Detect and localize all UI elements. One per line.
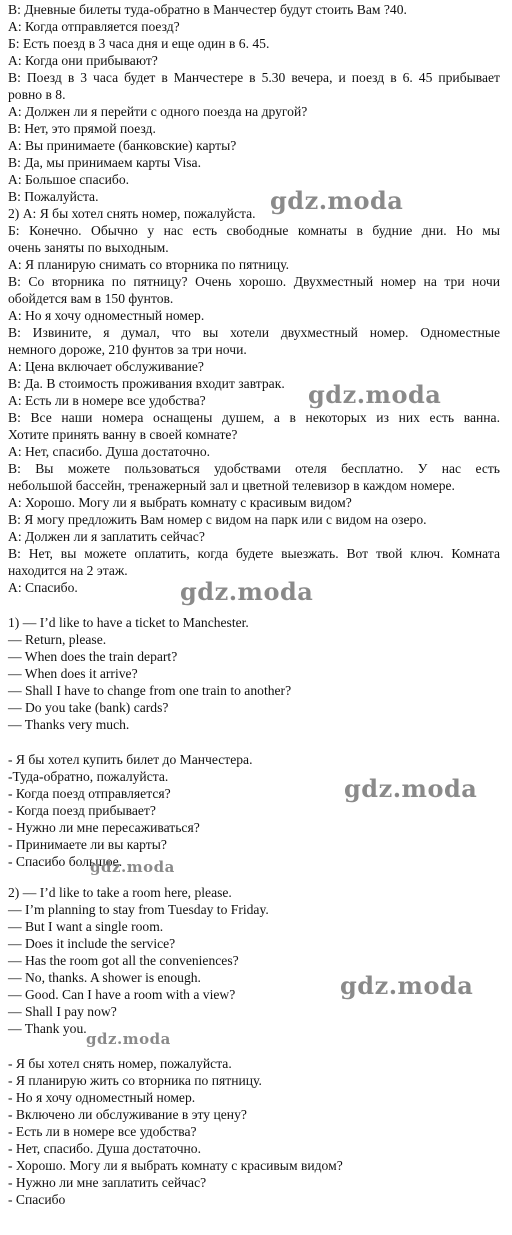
text-line: 1) — I’d like to have a ticket to Manchester. bbox=[8, 615, 249, 630]
watermark: gdz.moda bbox=[270, 186, 404, 215]
text-line: обойдется вам в 150 фунтов. bbox=[8, 291, 174, 306]
text-line: — I’m planning to stay from Tuesday to Friday. bbox=[8, 902, 269, 917]
text-line: А: Когда отправляется поезд? bbox=[8, 19, 180, 34]
text-line: - Нужно ли мне заплатить сейчас? bbox=[8, 1175, 207, 1190]
text-line: В: Я могу предложить Вам номер с видом на парк или с видом на озеро. bbox=[8, 512, 427, 527]
text-line: В: Да, мы принимаем карты Visa. bbox=[8, 155, 201, 170]
text-line: — Thanks very much. bbox=[8, 717, 130, 732]
text-line: А: Есть ли в номере все удобства? bbox=[8, 393, 206, 408]
text-line: немного дороже, 210 фунтов за три ночи. bbox=[8, 342, 247, 357]
text-line: Хотите принять ванну в своей комнате? bbox=[8, 427, 238, 442]
text-line: В: Нет, вы можете оплатить, когда будете выезжать. Вот твой ключ. Комната bbox=[8, 546, 500, 561]
text-line: - Нет, спасибо. Душа достаточно. bbox=[8, 1141, 202, 1156]
text-line: А: Когда они прибывают? bbox=[8, 53, 158, 68]
text-line: А: Большое спасибо. bbox=[8, 172, 130, 187]
text-line: В: Дневные билеты туда-обратно в Манчестер будут стоить Вам ?40. bbox=[8, 2, 407, 17]
text-line: -Туда-обратно, пожалуйста. bbox=[8, 769, 169, 784]
text-line: небольшой бассейн, тренажерный зал и цветной телевизор в каждом номере. bbox=[8, 478, 455, 493]
text-line: - Я планирую жить со вторника по пятницу. bbox=[8, 1073, 262, 1088]
text-line: - Когда поезд отправляется? bbox=[8, 786, 171, 801]
text-line: Б: Конечно. Обычно у нас есть свободные комнаты в будние дни. Но мы bbox=[8, 223, 500, 238]
text-line: — When does it arrive? bbox=[8, 666, 138, 681]
text-line: А: Цена включает обслуживание? bbox=[8, 359, 204, 374]
watermark: gdz.moda bbox=[344, 774, 478, 803]
text-line: - Нужно ли мне пересаживаться? bbox=[8, 820, 200, 835]
text-line: — Thank you. bbox=[8, 1021, 87, 1036]
text-line: - Хорошо. Могу ли я выбрать комнату с красивым видом? bbox=[8, 1158, 343, 1173]
text-line: очень заняты по выходным. bbox=[8, 240, 169, 255]
text-line: В: Извините, я думал, что вы хотели двухместный номер. Одноместные bbox=[8, 325, 500, 340]
text-line: 2) А: Я бы хотел снять номер, пожалуйста. bbox=[8, 206, 256, 221]
watermark: gdz.moda bbox=[340, 971, 474, 1000]
text-line: В: Со вторника по пятницу? Очень хорошо. Двухместный номер на три ночи bbox=[8, 274, 500, 289]
text-line: А: Спасибо. bbox=[8, 580, 78, 595]
text-line: - Но я хочу одноместный номер. bbox=[8, 1090, 196, 1105]
text-line: — But I want a single room. bbox=[8, 919, 164, 934]
text-line: 2) — I’d like to take a room here, please. bbox=[8, 885, 232, 900]
text-line: - Я бы хотел снять номер, пожалуйста. bbox=[8, 1056, 232, 1071]
text-line: находится на 2 этаж. bbox=[8, 563, 128, 578]
text-line: В: Пожалуйста. bbox=[8, 189, 99, 204]
text-line: А: Должен ли я перейти с одного поезда на другой? bbox=[8, 104, 308, 119]
text-line: — When does the train depart? bbox=[8, 649, 178, 664]
text-line: — Shall I pay now? bbox=[8, 1004, 117, 1019]
text-line: - Есть ли в номере все удобства? bbox=[8, 1124, 197, 1139]
text-line: — Has the room got all the conveniences? bbox=[8, 953, 239, 968]
text-line: - Спасибо bbox=[8, 1192, 66, 1207]
watermark: gdz.moda bbox=[308, 380, 442, 409]
watermark: gdz.moda bbox=[180, 577, 314, 606]
text-line: — Shall I have to change from one train to another? bbox=[8, 683, 292, 698]
text-line: - Принимаете ли вы карты? bbox=[8, 837, 167, 852]
text-line: А: Я планирую снимать со вторника по пятницу. bbox=[8, 257, 290, 272]
text-line: - Я бы хотел купить билет до Манчестера. bbox=[8, 752, 253, 767]
text-line: В: Поезд в 3 часа будет в Манчестере в 5.30 вечера, и поезд в 6. 45 прибывает bbox=[8, 70, 500, 85]
text-line: ровно в 8. bbox=[8, 87, 66, 102]
text-line: — Good. Can I have a room with a view? bbox=[8, 987, 236, 1002]
text-line: — Does it include the service? bbox=[8, 936, 176, 951]
text-line: — No, thanks. A shower is enough. bbox=[8, 970, 201, 985]
text-line: А: Нет, спасибо. Душа достаточно. bbox=[8, 444, 211, 459]
watermark: gdz.moda bbox=[90, 858, 175, 876]
text-line: - Включено ли обслуживание в эту цену? bbox=[8, 1107, 247, 1122]
text-line: Б: Есть поезд в 3 часа дня и еще один в 6. 45. bbox=[8, 36, 270, 51]
text-line: А: Хорошо. Могу ли я выбрать комнату с красивым видом? bbox=[8, 495, 352, 510]
text-line: А: Но я хочу одноместный номер. bbox=[8, 308, 205, 323]
text-line: А: Вы принимаете (банковские) карты? bbox=[8, 138, 237, 153]
text-line: — Do you take (bank) cards? bbox=[8, 700, 169, 715]
text-line: - Спасибо большое. bbox=[8, 854, 123, 869]
text-line: В: Нет, это прямой поезд. bbox=[8, 121, 156, 136]
text-line: В: Вы можете пользоваться удобствами отеля бесплатно. У нас есть bbox=[8, 461, 500, 476]
text-line: В: Все наши номера оснащены душем, а в некоторых из них есть ванна. bbox=[8, 410, 500, 425]
text-line: - Когда поезд прибывает? bbox=[8, 803, 156, 818]
text-line: — Return, please. bbox=[8, 632, 107, 647]
text-line: А: Должен ли я заплатить сейчас? bbox=[8, 529, 205, 544]
text-line: В: Да. В стоимость проживания входит завтрак. bbox=[8, 376, 285, 391]
watermark: gdz.moda bbox=[86, 1030, 171, 1048]
